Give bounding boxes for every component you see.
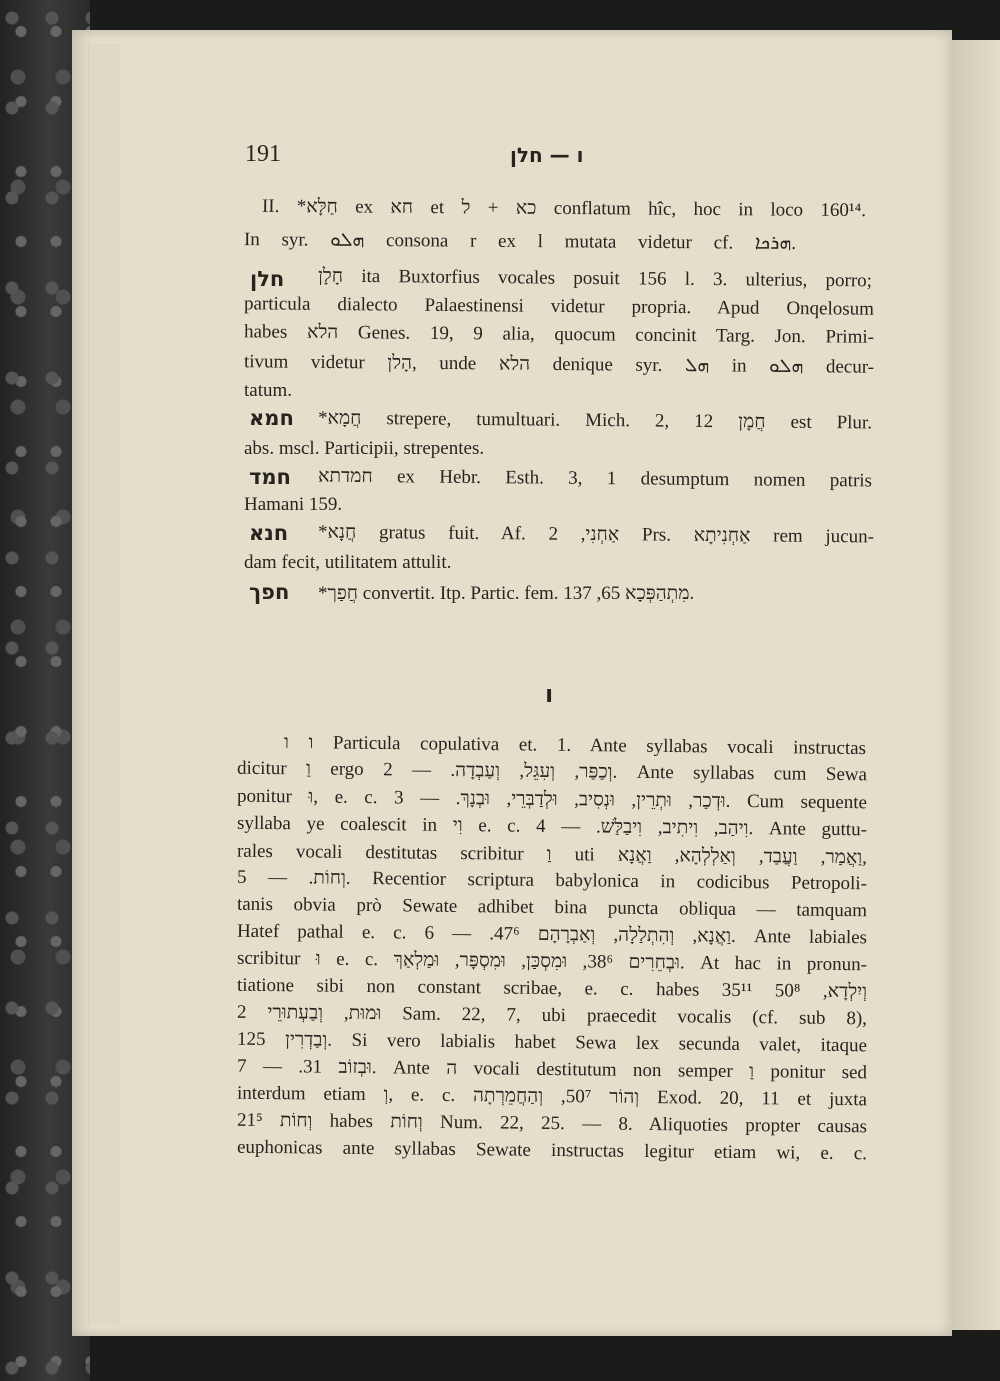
running-head: ו — חלן: [510, 143, 584, 167]
entry-chln-line-4: tivum videtur הָלן, unde הלא denique syr. ܗܠ in ܗܠܘ decur-: [243, 351, 875, 378]
vav-line-11: וּמוּת, וְבַעְתוּרֵי 2 Sam. 22, 7, ubi praecedit vocalis (cf. sub 8),: [236, 1001, 868, 1030]
lemma-chpk: חפך: [249, 580, 290, 604]
vav-line-12: וְבַדְרִין 125. Si vero labialis habet Sewa lex secunda valet, itaque: [236, 1028, 868, 1057]
entry-chmd-line-2: Hamani 159.: [244, 494, 343, 515]
entry-chln-line-2: particula dialecto Palaestinensi videtur propria. Apud Onqelosum: [243, 293, 875, 320]
vav-line-9: scribitur וּ e. c. וּבְחֵרִים 38⁶, וּמִסְכַּן, וּמִסְפָּר, וּמַלְאַךְ. At hac in pronun-: [236, 947, 868, 976]
entry-ii-line-2: In syr. ܗܠܘ consona r ex l mutata videtur cf. ܗܪܟܐ.: [243, 229, 797, 254]
vav-line-5: rales vocali destitutas scribitur וַ uti וַאֲמַר, וַעֲבַד, וְאַלְלְהָא, וַאֲנָא,: [236, 840, 868, 869]
entry-chmd-line-1: חמדתא ex Hebr. Esth. 3, 1 desumptum nomen patris: [317, 465, 873, 492]
page-stack-edges: [88, 44, 120, 1324]
adjacent-page-edge: [952, 40, 1000, 1330]
entry-chln-line-3: habes הלא Genes. 19, 9 alia, quocum concinit Targ. Jon. Primi-: [243, 321, 875, 348]
vav-line-3: ponitur וּ, e. c. וּדְכַר, וּתְרֵין, וּנְסִיב, וּלְדַבְּרֵי, וּבְנָךְ. — 3. Cum sequente: [236, 785, 868, 814]
vav-line-15: וְחוֹת 21⁵ habes וְחוֹת Num. 22, 25. — 8. Aliquoties propter causas: [236, 1109, 868, 1138]
lemma-chln: חלן: [250, 267, 285, 291]
entry-chln-line-5: tatum.: [244, 380, 293, 401]
vav-line-7: tanis obvia prò Sewate adhibet bina puncta obliqua — tamquam: [236, 893, 868, 922]
vav-line-4: syllaba ye coalescit in וִי e. c. וִיהַב, וִיתִיב, וִיבַלַּשׁ. — 4. Ante guttu-: [236, 812, 868, 841]
entry-chma-line-1: *חֲמָא strepere, tumultuari. Mich. 2, 12 חֲמָן est Plur.: [317, 407, 873, 434]
vav-line-1: ו ו Particula copulativa et. 1. Ante syllabas vocali instructas: [283, 731, 867, 760]
entry-chpk-line-1: *חֲפַך convertit. Itp. Partic. fem. מִתְהַפְּכָא 65, 137.: [318, 583, 695, 604]
lemma-chma: חמא: [249, 406, 294, 430]
section-letter-vav: ו: [545, 680, 554, 708]
vav-line-6: וְחוֹת. — 5. Recentior scriptura babylonica in codicibus Petropoli-: [236, 866, 868, 895]
vav-line-13: וּבְזוֹב 31. — 7. Ante ה vocali destitutum non semper וַ ponitur sed: [236, 1055, 868, 1084]
vav-line-10: tiatione sibi non constant scribae, e. c. habes 35¹¹ וְיִלְדָא, 50⁸: [236, 974, 868, 1003]
lemma-chna: חנא: [249, 521, 289, 545]
page-number: 191: [245, 141, 281, 167]
vav-line-14: interdum etiam וְ, e. c. וְהוֹר 50⁷, וְהַחֲמֵרְתָה Exod. 20, 11 et juxta: [236, 1082, 868, 1111]
vav-line-8: Hatef pathal e. c. וַאֲנָא, וְהִתְלַלָה, וְאַבְרָהָם 47⁶. — 6. Ante labiales: [236, 920, 868, 949]
vav-line-16: euphonicas ante syllabas Sewate instructas legitur etiam wi, e. c.: [236, 1136, 868, 1165]
entry-chna-line-2: dam fecit, utilitatem attulit.: [244, 552, 452, 573]
vav-line-2: dicitur וַ ergo וְכַפַּר, וְעִגֵּל, וְעַבְדָה. — 2. Ante syllabas cum Sewa: [236, 757, 868, 786]
entry-chln-line-1: חָלָן ita Buxtorfius vocales posuit 156 l. 3. ulterius, porro;: [317, 265, 873, 292]
entry-chna-line-1: *חֲנָא gratus fuit. Af. אַחְנִי, 2 Prs. אַחְנִיתָא rem jucun-: [317, 521, 875, 548]
lemma-chmd: חמד: [249, 465, 291, 489]
entry-chma-line-2: abs. mscl. Participii, strepentes.: [244, 438, 485, 459]
entry-ii-line-1: II. *חַלָּא ex חא et כא + ל conflatum hîc, hoc in loco 160¹⁴.: [261, 195, 867, 222]
